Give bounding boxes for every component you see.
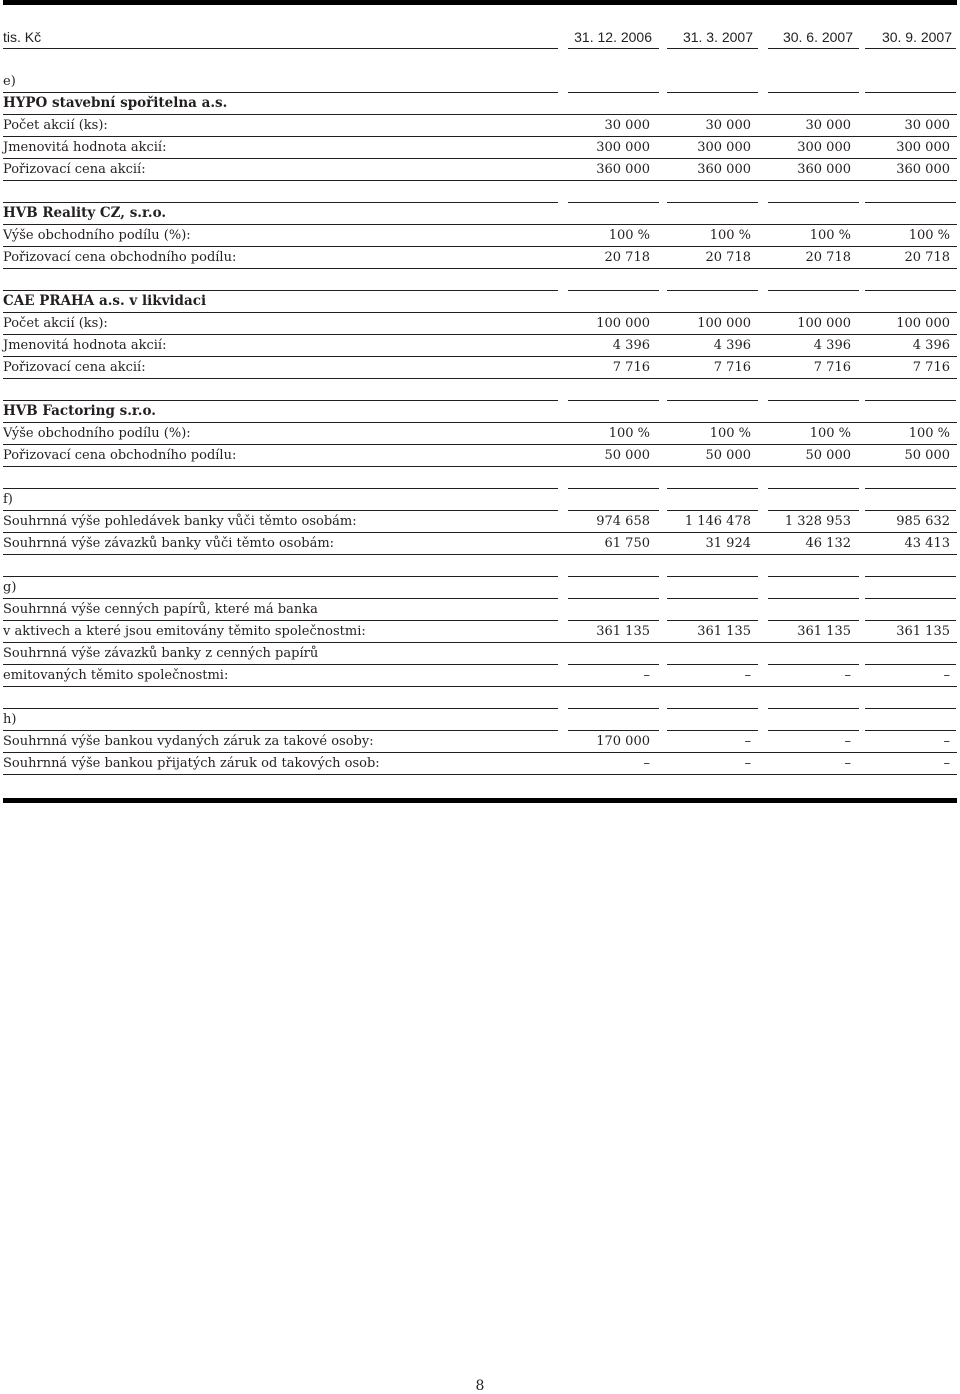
cell-value: – xyxy=(943,756,950,771)
cell-value: – xyxy=(844,756,851,771)
cell-value: 360 000 xyxy=(797,162,851,177)
row-label: g) xyxy=(3,580,17,595)
cell-value: 100 % xyxy=(908,426,950,441)
section-label xyxy=(3,708,957,730)
column-rule xyxy=(568,48,659,49)
cell-value: 100 000 xyxy=(596,316,650,331)
row-label: Souhrnná výše bankou přijatých záruk od takových osob: xyxy=(3,756,380,771)
table-row xyxy=(3,752,957,774)
table-row xyxy=(3,444,957,466)
cell-value: 50 000 xyxy=(805,448,851,463)
row-label: h) xyxy=(3,712,17,727)
table-row xyxy=(3,334,957,356)
row-label: f) xyxy=(3,492,13,507)
cell-value: – xyxy=(844,668,851,683)
cell-value: 100 000 xyxy=(797,316,851,331)
cell-value: – xyxy=(943,734,950,749)
row-label: Jmenovitá hodnota akcií: xyxy=(3,338,167,353)
cell-value: 100 % xyxy=(709,426,751,441)
cell-value: 100 % xyxy=(608,228,650,243)
table-row xyxy=(3,620,957,642)
row-label: Počet akcií (ks): xyxy=(3,118,108,133)
cell-value: 360 000 xyxy=(896,162,950,177)
row-label: e) xyxy=(3,74,16,89)
cell-value: 100 % xyxy=(809,228,851,243)
cell-value: – xyxy=(643,756,650,771)
row-label: Souhrnná výše závazků banky z cenných papírů xyxy=(3,646,319,661)
table-row xyxy=(3,158,957,180)
cell-value: 100 % xyxy=(908,228,950,243)
column-header: 31. 3. 2007 xyxy=(682,29,753,45)
header-row xyxy=(3,26,957,48)
cell-value: 100 000 xyxy=(896,316,950,331)
row-label: v aktivech a které jsou emitovány těmito společnostmi: xyxy=(3,624,366,639)
row-rule xyxy=(3,554,957,555)
cell-value: 360 000 xyxy=(596,162,650,177)
section-label xyxy=(3,70,957,92)
cell-value: 20 718 xyxy=(604,250,650,265)
table-row xyxy=(3,114,957,136)
cell-value: 170 000 xyxy=(596,734,650,749)
cell-value: 4 396 xyxy=(912,338,950,353)
cell-value: 30 000 xyxy=(904,118,950,133)
column-rule xyxy=(865,48,956,49)
row-label: CAE PRAHA a.s. v likvidaci xyxy=(3,293,207,309)
cell-value: – xyxy=(943,668,950,683)
row-rule xyxy=(3,268,957,269)
entity-title xyxy=(3,92,957,114)
table-row xyxy=(3,730,957,752)
cell-value: 7 716 xyxy=(813,360,851,375)
row-label: Pořizovací cena obchodního podílu: xyxy=(3,448,237,463)
column-header: 30. 6. 2007 xyxy=(782,29,853,45)
cell-value: 4 396 xyxy=(713,338,751,353)
column-rule xyxy=(667,48,758,49)
cell-value: 30 000 xyxy=(604,118,650,133)
row-rule xyxy=(3,180,957,181)
entity-title xyxy=(3,290,957,312)
cell-value: 20 718 xyxy=(805,250,851,265)
column-header: 30. 9. 2007 xyxy=(881,29,952,45)
row-label: Výše obchodního podílu (%): xyxy=(3,426,191,441)
row-label: Počet akcií (ks): xyxy=(3,316,108,331)
cell-value: 1 146 478 xyxy=(684,514,751,529)
row-label: Výše obchodního podílu (%): xyxy=(3,228,191,243)
cell-value: 61 750 xyxy=(604,536,650,551)
row-label: HVB Reality CZ, s.r.o. xyxy=(3,205,167,221)
section-label xyxy=(3,576,957,598)
cell-value: 360 000 xyxy=(697,162,751,177)
cell-value: 7 716 xyxy=(912,360,950,375)
row-label: Souhrnná výše bankou vydaných záruk za takové osoby: xyxy=(3,734,374,749)
cell-value: 100 % xyxy=(809,426,851,441)
cell-value: 974 658 xyxy=(596,514,650,529)
table-row xyxy=(3,224,957,246)
cell-value: – xyxy=(844,734,851,749)
column-rule xyxy=(768,48,859,49)
cell-value: 300 000 xyxy=(596,140,650,155)
cell-value: 30 000 xyxy=(705,118,751,133)
row-rule xyxy=(3,466,957,467)
cell-value: 46 132 xyxy=(805,536,851,551)
cell-value: 7 716 xyxy=(612,360,650,375)
page-number: 8 xyxy=(475,1378,485,1394)
cell-value: 7 716 xyxy=(713,360,751,375)
row-rule xyxy=(3,774,957,775)
table-row xyxy=(3,312,957,334)
row-label: Pořizovací cena akcií: xyxy=(3,360,146,375)
cell-value: 300 000 xyxy=(797,140,851,155)
row-label: HYPO stavební spořitelna a.s. xyxy=(3,95,228,111)
cell-value: 100 % xyxy=(608,426,650,441)
cell-value: 4 396 xyxy=(612,338,650,353)
row-rule xyxy=(3,378,957,379)
unit-label: tis. Kč xyxy=(3,29,42,45)
cell-value: 361 135 xyxy=(596,624,650,639)
cell-value: 985 632 xyxy=(896,514,950,529)
cell-value: 30 000 xyxy=(805,118,851,133)
cell-value: 361 135 xyxy=(697,624,751,639)
cell-value: 100 % xyxy=(709,228,751,243)
column-header: 31. 12. 2006 xyxy=(574,29,652,45)
cell-value: 300 000 xyxy=(697,140,751,155)
cell-value: – xyxy=(744,668,751,683)
table-row xyxy=(3,246,957,268)
cell-value: 43 413 xyxy=(904,536,950,551)
row-label: Jmenovitá hodnota akcií: xyxy=(3,140,167,155)
text-row xyxy=(3,598,957,620)
cell-value: 20 718 xyxy=(705,250,751,265)
cell-value: 300 000 xyxy=(896,140,950,155)
top-rule xyxy=(3,0,957,5)
row-label: Souhrnná výše závazků banky vůči těmto osobám: xyxy=(3,536,335,551)
entity-title xyxy=(3,202,957,224)
row-label: HVB Factoring s.r.o. xyxy=(3,403,156,419)
table-row xyxy=(3,136,957,158)
cell-value: 20 718 xyxy=(904,250,950,265)
cell-value: 1 328 953 xyxy=(784,514,851,529)
cell-value: 50 000 xyxy=(705,448,751,463)
cell-value: – xyxy=(643,668,650,683)
cell-value: 50 000 xyxy=(604,448,650,463)
entity-title xyxy=(3,400,957,422)
cell-value: 100 000 xyxy=(697,316,751,331)
row-label: emitovaných těmito společnostmi: xyxy=(3,668,229,683)
row-label: Pořizovací cena obchodního podílu: xyxy=(3,250,237,265)
section-label xyxy=(3,488,957,510)
cell-value: 4 396 xyxy=(813,338,851,353)
row-rule xyxy=(3,686,957,687)
cell-value: 361 135 xyxy=(896,624,950,639)
row-label: Pořizovací cena akcií: xyxy=(3,162,146,177)
cell-value: 50 000 xyxy=(904,448,950,463)
table-row xyxy=(3,422,957,444)
cell-value: – xyxy=(744,734,751,749)
row-label: Souhrnná výše cenných papírů, které má banka xyxy=(3,602,318,617)
text-row xyxy=(3,642,957,664)
table-row xyxy=(3,664,957,686)
table-row xyxy=(3,532,957,554)
cell-value: 31 924 xyxy=(705,536,751,551)
cell-value: – xyxy=(744,756,751,771)
row-label: Souhrnná výše pohledávek banky vůči těmto osobám: xyxy=(3,514,357,529)
table-row xyxy=(3,510,957,532)
row-rule xyxy=(3,48,558,49)
bottom-rule xyxy=(3,798,957,803)
cell-value: 361 135 xyxy=(797,624,851,639)
table-row xyxy=(3,356,957,378)
